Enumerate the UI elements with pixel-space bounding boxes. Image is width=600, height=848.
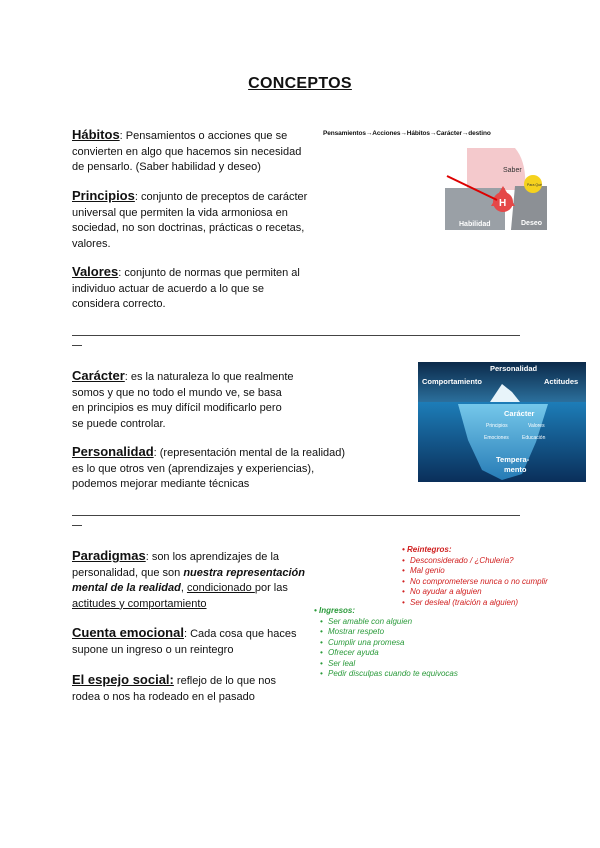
principios-line-4: valores. [72,237,111,250]
personalidad-definition [72,444,362,493]
principios-term: Principios [72,188,135,203]
iceberg-temperamento-2: mento [504,465,527,474]
iceberg-personalidad: Personalidad [490,364,538,373]
list-item: • Mostrar respeto [328,627,534,638]
reintegros-heading: • Reintegros: [402,545,452,554]
principios-line-1: : conjunto de preceptos de carácter [134,191,308,203]
personalidad-line-1: : (representación mental de la realidad) [153,447,346,459]
caracter-line-2: somos y que no todo el mundo ve, se basa [72,386,282,399]
deseo-label: Deseo [521,220,543,227]
caracter-line-3: en principios es muy difícil modificarlo pero [72,402,282,414]
separator-tail [72,336,82,346]
list-item: • Ser desleal (traición a alguien) [410,598,596,609]
small-label: Para Qué [527,183,542,187]
list-item: • No ayudar a alguien [410,587,596,598]
habitos-term: Hábitos [72,127,120,142]
espejo-social-definition: El espejo social: reflejo de lo que nos rodea o nos ha rodeado en el pasado [72,672,277,703]
habilidad-label: Habilidad [459,221,491,228]
personalidad-line-3: podemos mejorar mediante técnicas [72,478,250,490]
valores-line-1: : conjunto de normas que permiten al [118,267,300,279]
iceberg-educacion: Educación [522,435,546,441]
list-item: • Cumplir una promesa [328,638,534,649]
valores-term: Valores [72,264,119,279]
iceberg-comportamiento: Comportamiento [422,377,482,386]
separator-1 [72,326,522,346]
paradigmas-term: Paradigmas [72,548,146,563]
paradigmas-definition: Paradigmas: son los aprendizajes de la personalidad, que son nuestra representación mental de la realidad, condicionado por las actitudes y comportamiento [72,548,305,610]
cuenta-emocional-definition: Cuenta emocional: Cada cosa que haces supone un ingreso o un reintegro [72,625,297,656]
principios-line-2: universal que permiten la vida armoniosa en [72,206,288,219]
list-item: • No comprometerse nunca o no cumplir [410,577,596,588]
iceberg-temperamento-1: Tempera- [496,455,530,464]
caracter-line-4: se puede controlar. [72,417,166,430]
ingresos-heading: • Ingresos: [314,606,356,615]
valores-definition [72,264,322,313]
iceberg-emociones: Emociones [484,435,509,441]
reintegros-list [396,545,596,608]
principios-line-3: sociedad, no son doctrinas, prácticas o recetas, [72,222,305,234]
personalidad-term: Personalidad [72,444,154,459]
ingresos-list [314,606,534,680]
caracter-term: Carácter [72,368,125,383]
iceberg-caracter: Carácter [504,409,535,418]
habitos-definition [72,127,322,176]
iceberg-diagram [418,362,586,482]
espejo-social-term: El espejo social: [72,672,174,687]
iceberg-actitudes: Actitudes [544,377,579,386]
list-item: • Mal genio [410,566,596,577]
iceberg-principios: Principios [486,423,508,429]
valores-line-2: individuo actuar de acuerdo a lo que se [72,282,265,295]
caracter-line-1: : es la naturaleza lo que realmente [124,371,294,383]
iceberg-valores: Valores [528,423,545,429]
principios-definition [72,188,322,252]
habit-venn-diagram [445,148,550,232]
h-label: H [499,198,507,209]
personalidad-line-2: es lo que otros ven (aprendizajes y experiencias), [72,462,315,475]
list-item: • Ofrecer ayuda [328,648,534,659]
separator-tail [72,516,82,526]
valores-line-3: considera correcto. [72,298,166,310]
saber-label: Saber [503,167,522,174]
separator-2 [72,506,522,526]
habitos-line-1: : Pensamientos o acciones que se [119,130,288,142]
list-item: • Pedir disculpas cuando te equivocas [328,669,534,680]
caracter-definition [72,368,332,432]
habits-chain-caption: Pensamientos→Acciones→Hábitos→Carácter→destino [323,130,491,137]
habitos-line-3: de pensarlo. (Saber habilidad y deseo) [72,161,261,173]
list-item: • Desconsiderado / ¿Chuleria? [410,556,596,567]
list-item: • Ser amable con alguien [328,617,534,628]
page-title: CONCEPTOS [248,75,352,92]
list-item: • Ser leal [328,659,534,670]
cuenta-emocional-term: Cuenta emocional [72,625,184,640]
habitos-line-2: convierten en algo que hacemos sin necesidad [72,145,302,158]
